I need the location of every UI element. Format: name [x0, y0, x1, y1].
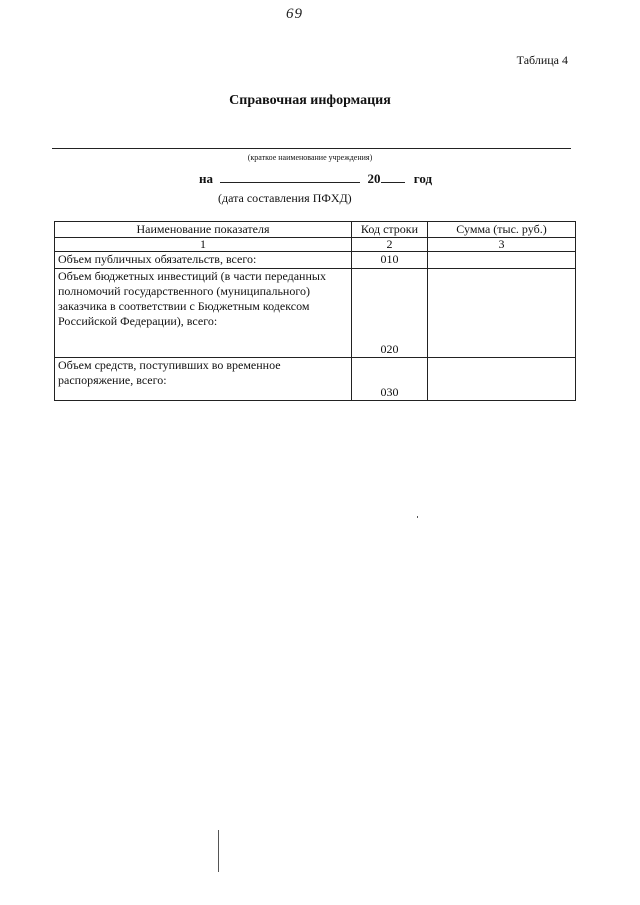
table-row: [55, 252, 576, 269]
date-suffix: год: [413, 171, 433, 186]
amount-cell[interactable]: [428, 358, 576, 401]
table-row: [55, 358, 576, 401]
date-caption: (дата составления ПФХД): [218, 191, 352, 205]
column-number: 3: [428, 238, 576, 252]
row-code: 030: [352, 358, 428, 401]
row-code: 010: [352, 252, 428, 269]
date-line: [199, 171, 432, 187]
header-row-code: Код строки: [352, 222, 428, 238]
date-prefix: на: [199, 171, 213, 186]
indicator-name: Объем средств, поступивших во временное распоряжение, всего:: [55, 358, 352, 401]
year-prefix: 20: [367, 171, 381, 186]
date-blank: [220, 182, 360, 183]
scan-artifact-mark: [218, 830, 219, 872]
header-indicator-name: Наименование показателя: [55, 222, 352, 238]
column-number: 1: [55, 238, 352, 252]
institution-caption: (краткое наименование учреждения): [247, 153, 373, 162]
amount-cell[interactable]: [428, 269, 576, 358]
header-amount: Сумма (тыс. руб.): [428, 222, 576, 238]
column-number: 2: [352, 238, 428, 252]
indicator-name: Объем бюджетных инвестиций (в части переданных полномочий государственного (муниципального) заказчика в соответствии с Бюджетным кодексом Российской Федерации), всего:: [55, 269, 352, 358]
year-blank: [381, 182, 405, 183]
document-title: Справочная информация: [229, 93, 391, 108]
amount-cell[interactable]: [428, 252, 576, 269]
scan-artifact-dot: [417, 516, 418, 518]
institution-blank-line: [52, 148, 571, 149]
table-row: [55, 269, 576, 358]
table-label: Таблица 4: [516, 53, 568, 67]
row-code: 020: [352, 269, 428, 358]
table-header-row: [55, 222, 576, 238]
reference-info-table: [54, 221, 576, 401]
indicator-name: Объем публичных обязательств, всего:: [55, 252, 352, 269]
page-number: 69: [286, 6, 303, 22]
column-number-row: [55, 238, 576, 252]
